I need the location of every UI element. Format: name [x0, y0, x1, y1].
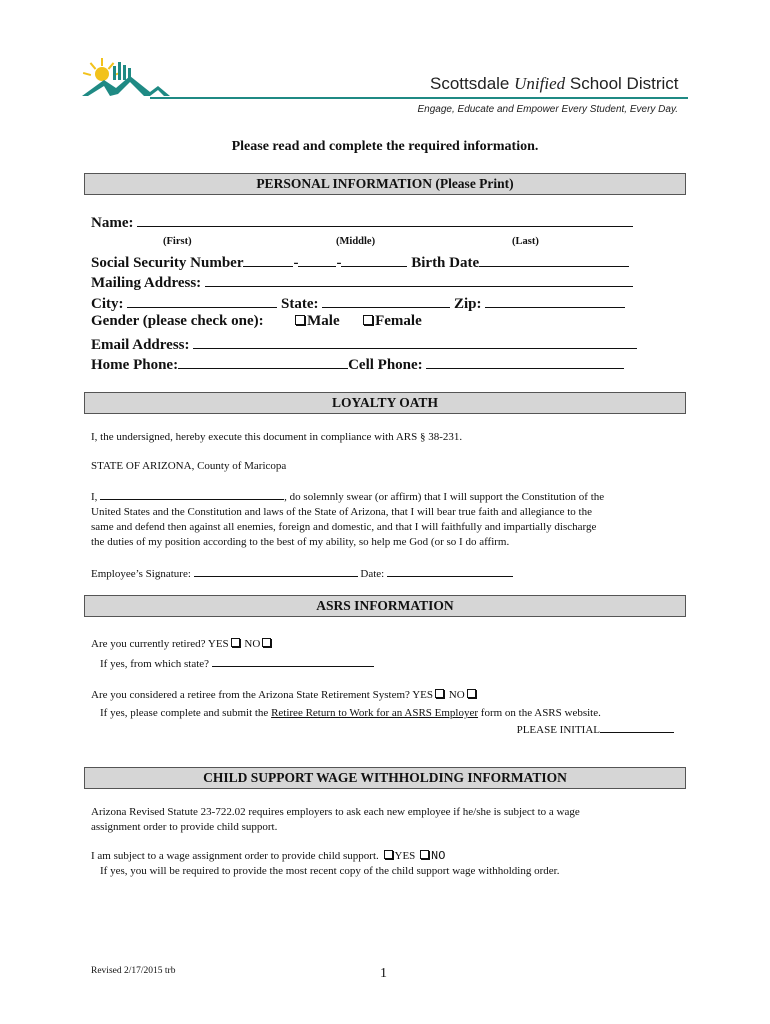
middle-name-caption: (Middle) — [336, 236, 376, 247]
birth-date-label: Birth Date — [411, 255, 480, 271]
cell-phone-label: Cell Phone: — [348, 357, 423, 373]
oath-name-field[interactable] — [100, 488, 284, 500]
asrs-q1-yes-checkbox[interactable] — [231, 638, 240, 647]
page-number: 1 — [380, 966, 387, 981]
initial-label: PLEASE INITIAL — [516, 724, 600, 736]
email-row — [91, 334, 637, 354]
child-support-paragraph — [91, 805, 681, 835]
phone-row — [91, 354, 624, 374]
name-row — [91, 212, 633, 232]
oath-text-line: same and defend then against all enemies, foreign and domestic, and that I will faithfully and impartially discharge — [91, 521, 597, 533]
ssn-field-part2[interactable] — [298, 252, 336, 267]
mailing-row — [91, 272, 633, 292]
asrs-q1-no-checkbox[interactable] — [262, 638, 271, 647]
asrs-q2-follow-text: If yes, please complete and submit the — [100, 707, 269, 719]
name-label: Name: — [91, 215, 134, 231]
mailing-address-label: Mailing Address: — [91, 275, 202, 291]
asrs-q1-no-label: NO — [244, 638, 261, 650]
child-support-follow: If yes, you will be required to provide the most recent copy of the child support wage withholding order. — [100, 865, 560, 877]
oath-paragraph — [91, 488, 681, 550]
tagline: Engage, Educate and Empower Every Student, Every Day. — [417, 104, 678, 115]
gender-row — [91, 313, 422, 330]
district-name-part: School District — [569, 74, 679, 93]
initial-field[interactable] — [600, 721, 674, 733]
asrs-q2-yes-checkbox[interactable] — [435, 689, 444, 698]
city-state-zip-row — [91, 293, 625, 313]
asrs-question-1 — [91, 637, 681, 652]
retiree-return-to-work-link[interactable]: Retiree Return to Work for an ASRS Employer — [271, 707, 479, 719]
loyalty-paragraph-2: STATE OF ARIZONA, County of Maricopa — [91, 460, 287, 472]
retired-state-field[interactable] — [212, 655, 374, 667]
female-label: Female — [375, 313, 422, 329]
asrs-heading: ASRS INFORMATION — [84, 595, 686, 617]
female-checkbox[interactable] — [363, 315, 373, 325]
asrs-q2-follow — [100, 706, 690, 721]
asrs-q2-follow-text: form on the ASRS website. — [480, 707, 601, 719]
child-support-no-checkbox[interactable] — [420, 850, 429, 859]
revision-note: Revised 2/17/2015 trb — [91, 966, 176, 976]
name-field[interactable] — [137, 212, 633, 227]
home-phone-field[interactable] — [178, 354, 348, 369]
child-support-yes-checkbox[interactable] — [384, 850, 393, 859]
child-support-q-text: I am subject to a wage assignment order to provide child support. — [91, 850, 379, 862]
signature-row — [91, 565, 681, 582]
state-field[interactable] — [322, 293, 450, 308]
ssn-row: Social Security Number - - Birth Date — [91, 252, 629, 272]
district-logo-icon — [80, 56, 172, 100]
first-name-caption: (First) — [163, 236, 192, 247]
asrs-question-2 — [91, 688, 681, 703]
ssn-field-part1[interactable] — [243, 252, 293, 267]
city-field[interactable] — [127, 293, 277, 308]
zip-field[interactable] — [485, 293, 625, 308]
loyalty-oath-heading: LOYALTY OATH — [84, 392, 686, 414]
personal-info-heading: PERSONAL INFORMATION (Please Print) — [84, 173, 686, 195]
ssn-field-part3[interactable] — [341, 252, 407, 267]
child-support-text-line: Arizona Revised Statute 23-722.02 requires employers to ask each new employee if he/she is subject to a wage — [91, 806, 580, 818]
oath-text-line: United States and the Constitution and laws of the State of Arizona, that I will bear true faith and allegiance to the — [91, 506, 592, 518]
child-support-no-label: NO — [431, 849, 446, 863]
signature-label: Employee’s Signature: — [91, 568, 191, 580]
zip-label: Zip: — [454, 296, 482, 312]
asrs-q2-no-checkbox[interactable] — [467, 689, 476, 698]
birth-date-field[interactable] — [479, 252, 629, 267]
child-support-text-line: assignment order to provide child support. — [91, 821, 278, 833]
oath-text-line: , do solemnly swear (or affirm) that I will support the Constitution of the — [284, 491, 605, 503]
district-name — [430, 74, 679, 94]
mailing-address-field[interactable] — [205, 272, 633, 287]
header-divider — [150, 97, 688, 99]
oath-text-line: the duties of my position according to the best of my ability, so help me God (or so I do affirm. — [91, 536, 510, 548]
ssn-label: Social Security Number — [91, 255, 244, 271]
cell-phone-field[interactable] — [426, 354, 624, 369]
initial-row — [517, 721, 674, 738]
male-checkbox[interactable] — [295, 315, 305, 325]
gender-label: Gender (please check one): — [91, 313, 264, 329]
child-support-question — [91, 849, 681, 864]
oath-i: I, — [91, 491, 98, 503]
home-phone-label: Home Phone: — [91, 357, 179, 373]
male-label: Male — [307, 313, 340, 329]
child-support-heading: CHILD SUPPORT WAGE WITHHOLDING INFORMATION — [84, 767, 686, 789]
instruction-text: Please read and complete the required information. — [231, 139, 539, 154]
asrs-q2-no-label: NO — [448, 689, 465, 701]
asrs-q1-text: Are you currently retired? — [91, 638, 206, 650]
signature-field[interactable] — [194, 565, 358, 577]
loyalty-paragraph-1: I, the undersigned, hereby execute this document in compliance with ARS § 38-231. — [91, 431, 463, 443]
asrs-q1-yes-label: YES — [207, 638, 229, 650]
state-label: State: — [281, 296, 319, 312]
date-label: Date: — [360, 568, 385, 580]
asrs-q1-follow-text: If yes, from which state? — [100, 658, 210, 670]
asrs-q2-text: Are you considered a retiree from the Arizona State Retirement System? — [91, 689, 410, 701]
child-support-yes-label: YES — [394, 850, 416, 862]
last-name-caption: (Last) — [512, 236, 539, 247]
asrs-q1-follow — [100, 655, 690, 672]
district-name-part: Scottsdale — [430, 74, 510, 93]
district-name-unified: Unified — [514, 74, 566, 93]
asrs-q2-yes-label: YES — [412, 689, 434, 701]
city-label: City: — [91, 296, 124, 312]
email-label: Email Address: — [91, 337, 190, 353]
date-field[interactable] — [387, 565, 513, 577]
email-field[interactable] — [193, 334, 637, 349]
